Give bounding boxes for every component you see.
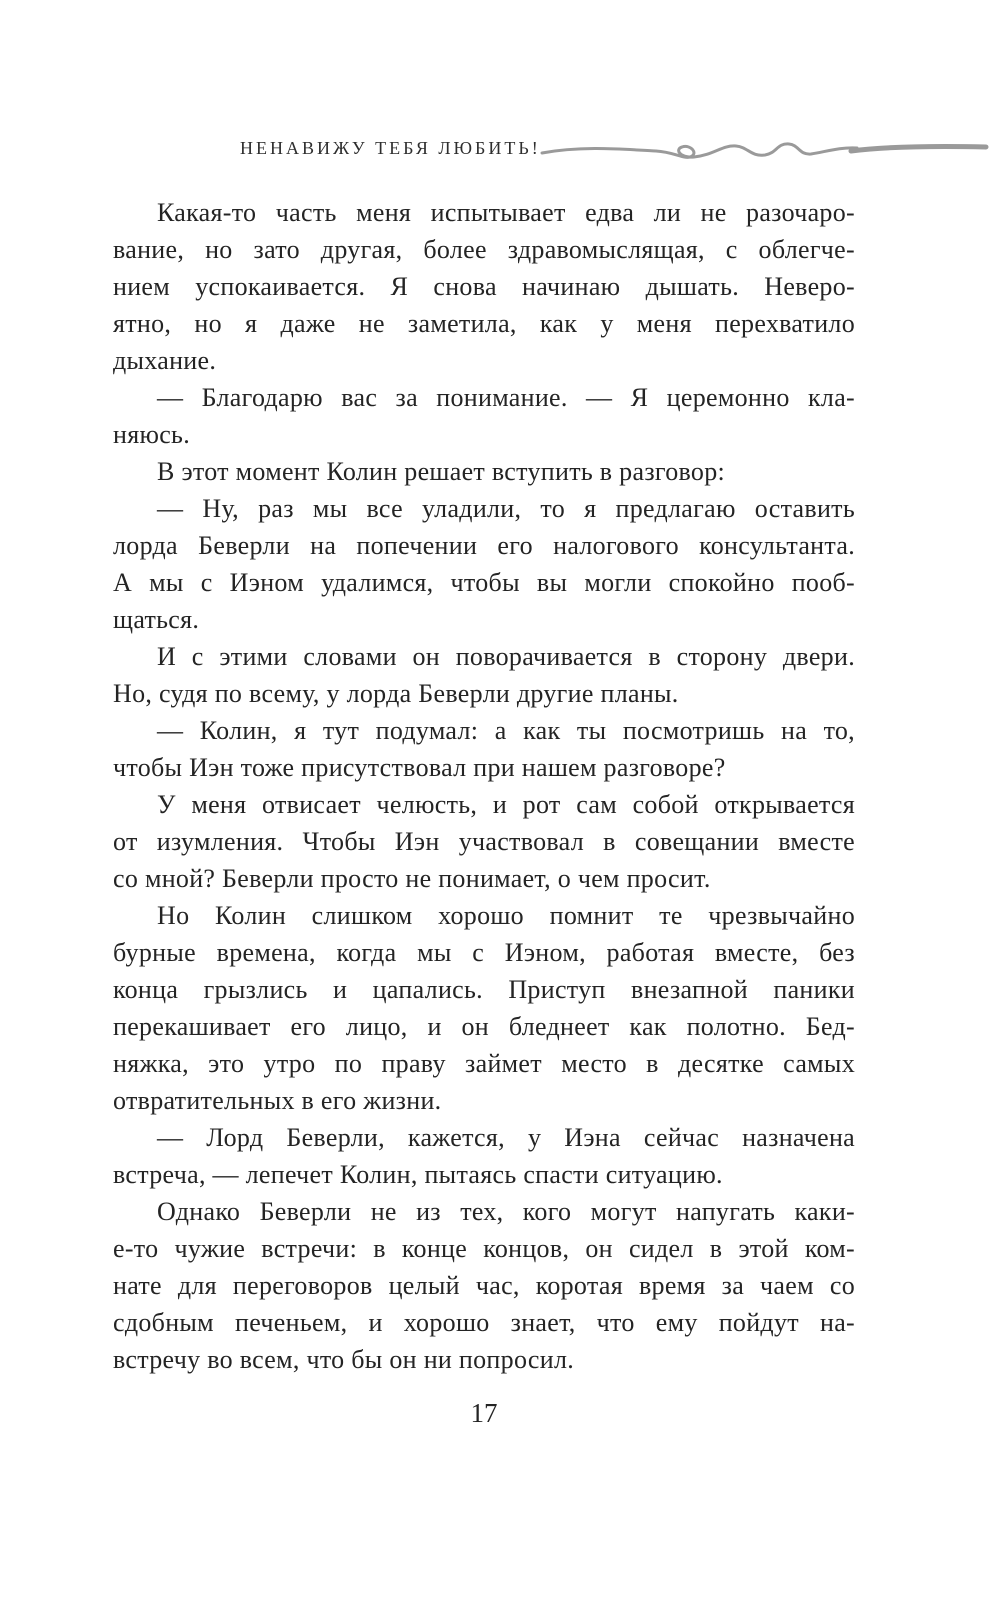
text-line: е-то чужие встречи: в конце концов, он сидел в этой ком- (113, 1234, 855, 1263)
page-number: 17 (470, 1398, 498, 1428)
text-line: — Лорд Беверли, кажется, у Иэна сейчас назначена (157, 1123, 855, 1152)
text-line: конца грызлись и цапались. Приступ внезапной паники (113, 975, 855, 1004)
text-line: встречу во всем, что бы он ни попросил. (113, 1345, 575, 1374)
text-line: отвратительных в его жизни. (113, 1086, 442, 1115)
text-line: няжка, это утро по праву займет место в десятке самых (113, 1049, 855, 1078)
text-line: А мы с Иэном удалимся, чтобы вы могли спокойно пооб- (113, 568, 855, 597)
text-line: нием успокаивается. Я снова начинаю дышать. Неверо- (113, 272, 855, 301)
text-line: Однако Беверли не из тех, кого могут напугать каки- (157, 1197, 855, 1226)
text-line: — Колин, я тут подумал: а как ты посмотришь на то, (157, 716, 855, 745)
text-line: Но Колин слишком хорошо помнит те чрезвычайно (157, 901, 855, 930)
body-text (113, 194, 855, 1378)
text-line: — Благодарю вас за понимание. — Я церемонно кла- (157, 383, 855, 412)
text-line: со мной? Беверли просто не понимает, о чем просит. (113, 864, 711, 893)
chapter-title: НЕНАВИЖУ ТЕБЯ ЛЮБИТЬ! (240, 138, 541, 158)
text-line: щаться. (113, 605, 200, 634)
text-line: нате для переговоров целый час, коротая время за чаем со (113, 1271, 855, 1300)
text-line: ятно, но я даже не заметила, как у меня перехватило (113, 309, 855, 338)
text-line: няюсь. (113, 420, 190, 449)
text-line: Какая-то часть меня испытывает едва ли не разочаро- (157, 198, 855, 227)
text-line: бурные времена, когда мы с Иэном, работая вместе, без (113, 938, 855, 967)
text-line: — Ну, раз мы все уладили, то я предлагаю оставить (157, 494, 855, 523)
text-line: дыхание. (113, 346, 217, 375)
text-line: сдобным печеньем, и хорошо знает, что ему пойдут на- (113, 1308, 855, 1337)
decorative-squiggle-icon (538, 134, 990, 168)
running-head (0, 130, 1000, 170)
text-line: чтобы Иэн тоже присутствовал при нашем разговоре? (113, 753, 726, 782)
text-line: перекашивает его лицо, и он бледнеет как полотно. Бед- (113, 1012, 855, 1041)
text-line: лорда Беверли на попечении его налогового консультанта. (113, 531, 855, 560)
text-line: Но, судя по всему, у лорда Беверли другие планы. (113, 679, 679, 708)
text-line: В этот момент Колин решает вступить в разговор: (157, 457, 726, 486)
text-line: И с этими словами он поворачивается в сторону двери. (157, 642, 855, 671)
text-line: У меня отвисает челюсть, и рот сам собой открывается (157, 790, 855, 819)
text-line: вание, но зато другая, более здравомыслящая, с облегче- (113, 235, 855, 264)
text-line: от изумления. Чтобы Иэн участвовал в совещании вместе (113, 827, 855, 856)
text-line: встреча, — лепечет Колин, пытаясь спасти ситуацию. (113, 1160, 723, 1189)
